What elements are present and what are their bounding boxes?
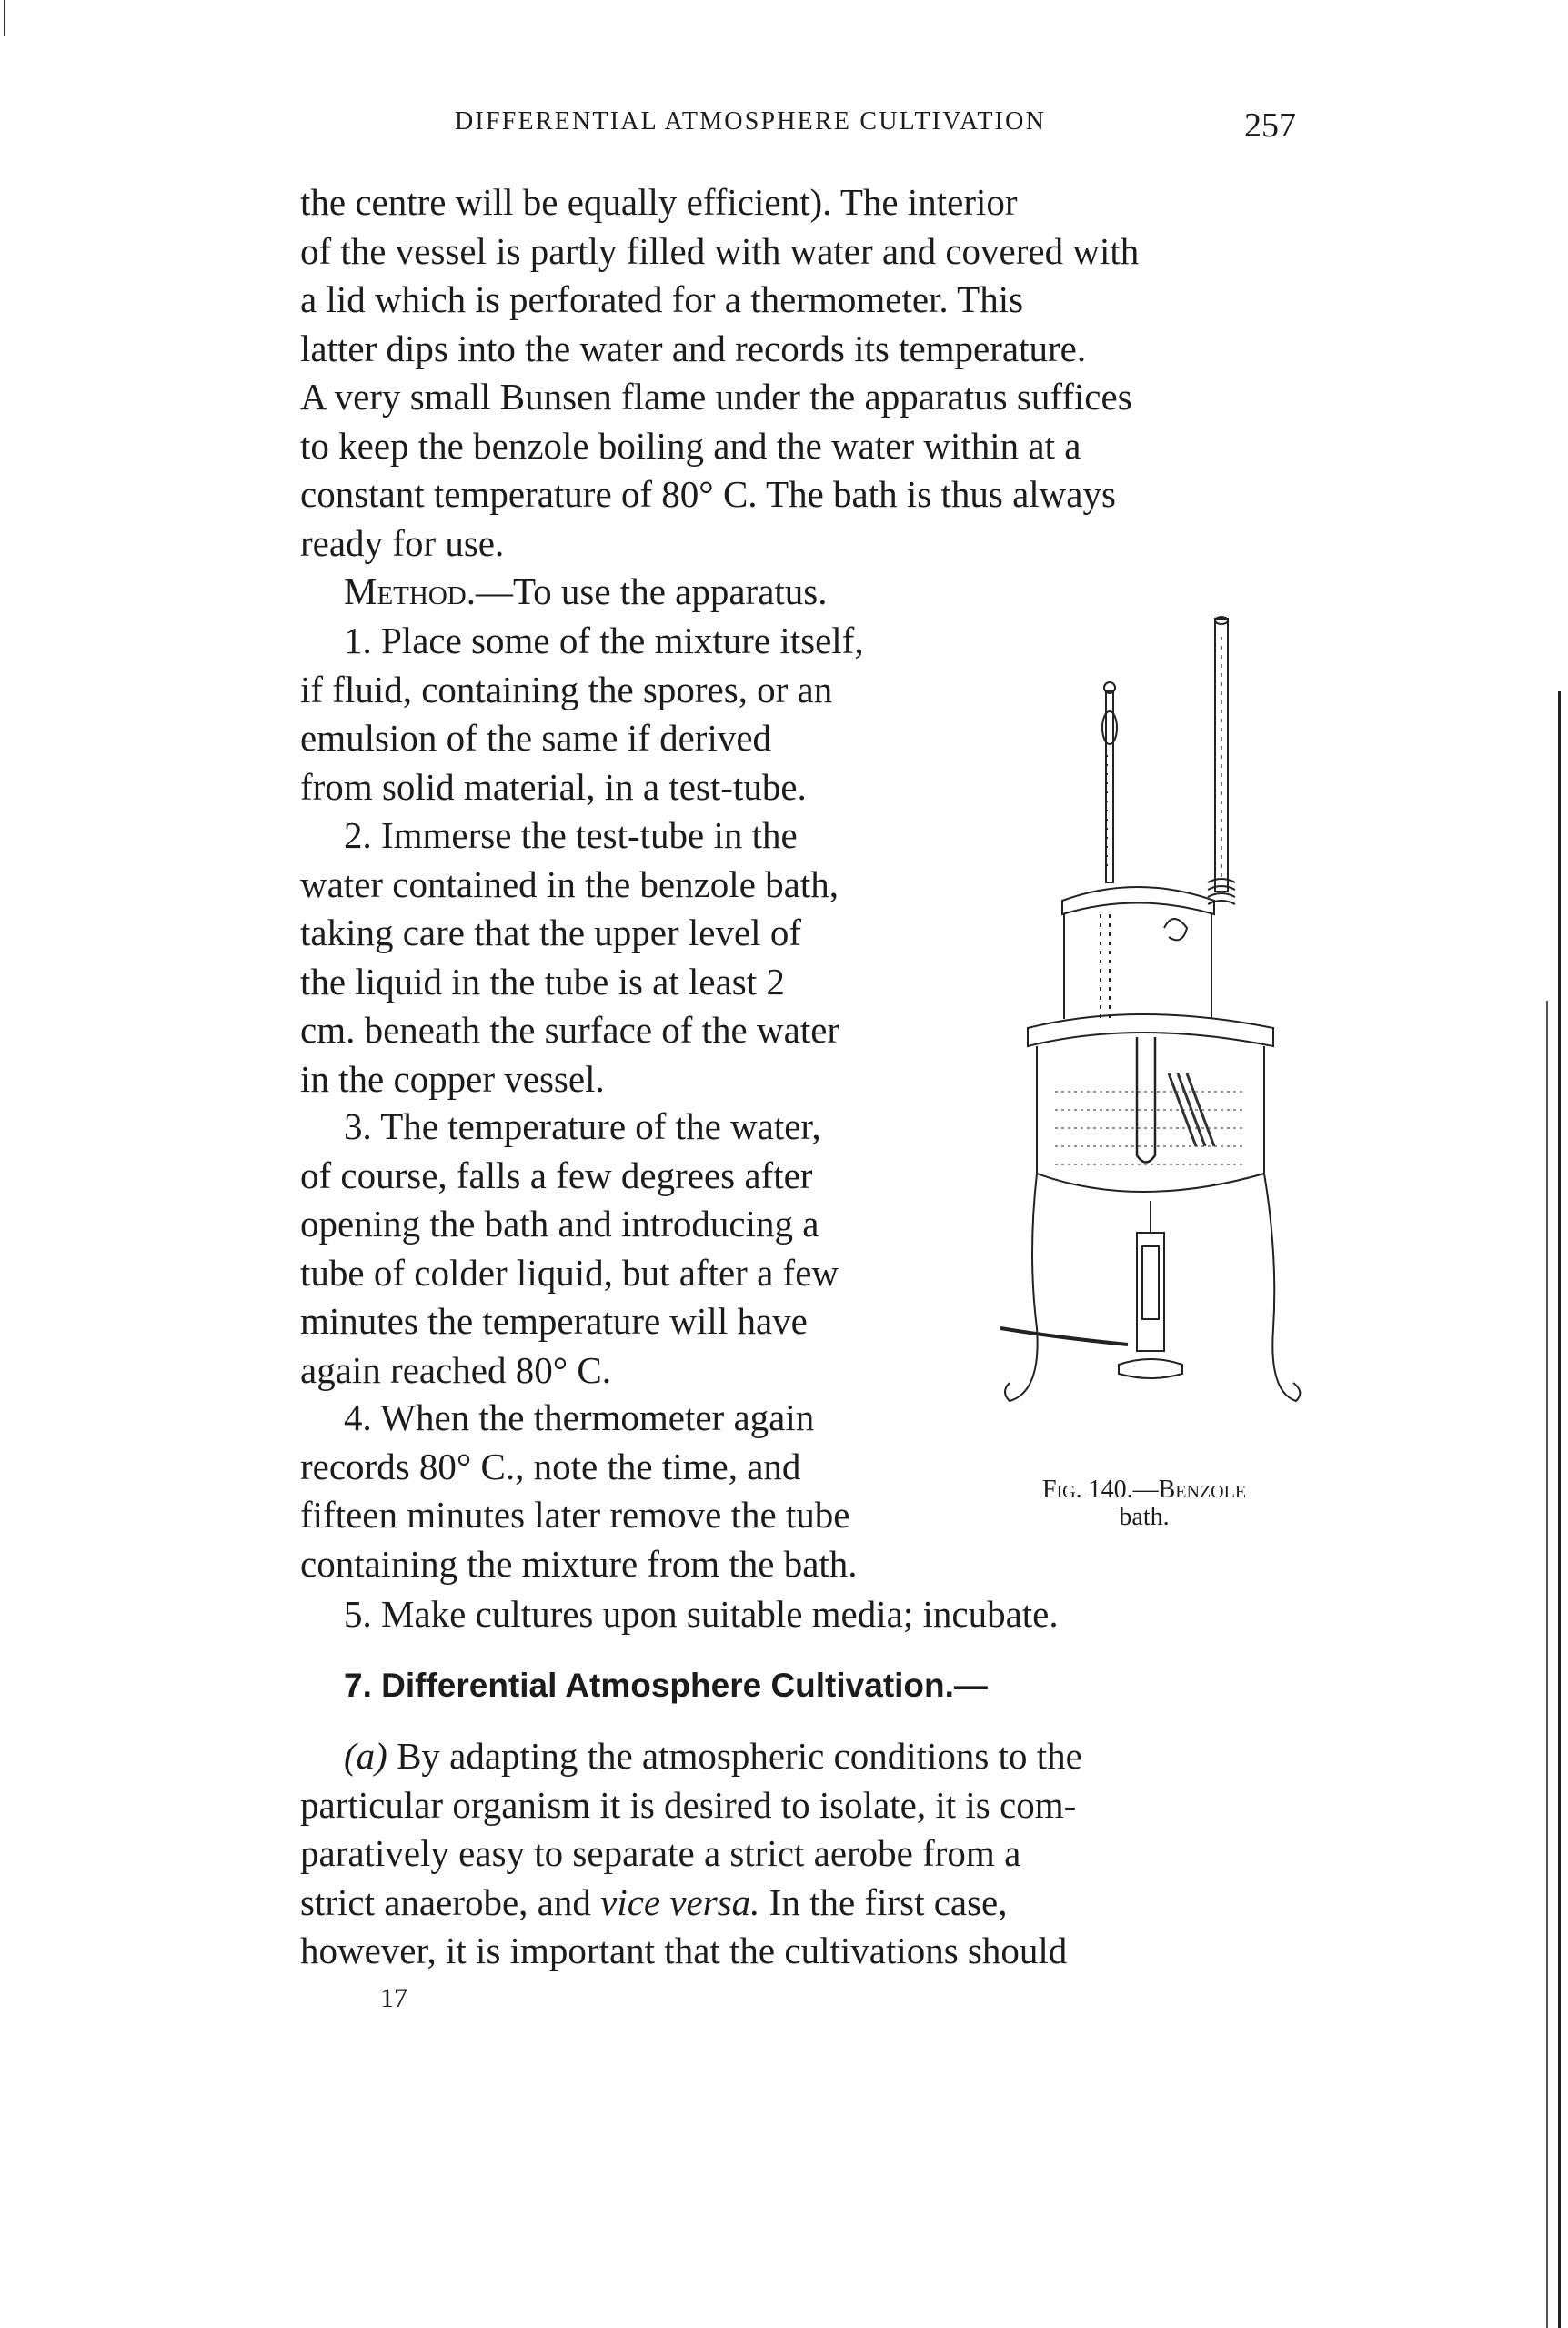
text-line: particular organism it is desired to isolate, it is com- [300, 1783, 1077, 1826]
text-line: from solid material, in a test-tube. [300, 765, 807, 808]
section-heading: 7. Differential Atmosphere Cultivation.— [344, 1667, 988, 1704]
text-line: A very small Bunsen flame under the apparatus suffices [300, 376, 1132, 418]
lid [1062, 887, 1214, 914]
step-4 [300, 1394, 980, 1588]
text-line: again reached 80° C. [300, 1348, 611, 1391]
text-line: ready for use. [300, 521, 505, 564]
text-line: the liquid in the tube is at least 2 [300, 960, 785, 1003]
text-line: emulsion of the same if derived [300, 717, 772, 759]
scan-edge-tick [4, 0, 5, 36]
collar [1028, 1014, 1273, 1046]
clause-label: (a) [344, 1735, 387, 1777]
text-line: tube of colder liquid, but after a few [300, 1251, 839, 1294]
intro-paragraph [300, 178, 1301, 568]
stand-leg-right [1264, 1174, 1300, 1401]
text-line: paratively easy to separate a strict aerobe from a [300, 1832, 1021, 1874]
thermometer [1106, 691, 1113, 882]
running-header: DIFFERENTIAL ATMOSPHERE CULTIVATION [455, 107, 1047, 136]
text-line: minutes the temperature will have [300, 1300, 808, 1342]
step-5 [300, 1590, 1301, 1639]
text-line: 1. Place some of the mixture itself, [344, 620, 864, 661]
text-line: fifteen minutes later remove the tube [300, 1494, 850, 1536]
scan-edge-line [1558, 691, 1561, 2328]
stand-leg-left [1005, 1174, 1038, 1401]
text-line: By adapting the atmospheric conditions to the [387, 1735, 1082, 1777]
text-line: water contained in the benzole bath, [300, 862, 839, 905]
method-text: —To use the apparatus. [475, 570, 828, 612]
benzole-bath-illustration [1000, 600, 1310, 1474]
step-1 [300, 617, 980, 811]
caption-line-1: Fig. 140.—Benzole [1041, 1476, 1247, 1504]
text-line: to keep the benzole boiling and the water within at a [300, 424, 1081, 467]
caption-line-2: bath. [1119, 1503, 1170, 1531]
page-number: 257 [1244, 106, 1296, 145]
text-line: cm. beneath the surface of the water [300, 1009, 840, 1051]
text-line: of the vessel is partly filled with water and covered with [300, 229, 1140, 272]
text-line: 4. When the thermometer again [344, 1396, 815, 1438]
bunsen-burner [1137, 1233, 1164, 1351]
text-line: 3. The temperature of the water, [344, 1105, 821, 1147]
text-line: containing the mixture from the bath. [300, 1542, 858, 1585]
method-line [300, 568, 980, 617]
text-line: the centre will be equally efficient). The interior [300, 181, 1018, 223]
scan-edge-line [1546, 1001, 1548, 2328]
method-label: Method. [344, 570, 476, 612]
step-2 [300, 811, 980, 1104]
gas-hose [1000, 1328, 1128, 1345]
text-line: of course, falls a few degrees after [300, 1154, 813, 1196]
text-line: strict anaerobe, and [300, 1880, 601, 1923]
figure-caption [1008, 1476, 1281, 1531]
text-line: constant temperature of 80° C. The bath is thus always [300, 473, 1116, 515]
text-line: In the first case, [759, 1880, 1008, 1923]
text-line: if fluid, containing the spores, or an [300, 668, 833, 710]
text-line: 5. Make cultures upon suitable media; incubate. [344, 1593, 1059, 1635]
text-line: 2. Immerse the test-tube in the [344, 814, 798, 856]
text-line: however, it is important that the cultivations should [300, 1930, 1068, 1971]
copper-vessel [1037, 1046, 1264, 1192]
text-line: opening the bath and introducing a [300, 1203, 819, 1245]
closing-paragraph [300, 1732, 1301, 1976]
italic-phrase: vice versa. [600, 1880, 760, 1923]
signature-mark: 17 [380, 1983, 407, 2013]
text-line: a lid which is perforated for a thermometer. This [300, 278, 1024, 320]
text-line: records 80° C., note the time, and [300, 1445, 801, 1487]
step-3 [300, 1103, 980, 1395]
text-line: in the copper vessel. [300, 1057, 605, 1100]
text-line: taking care that the upper level of [300, 912, 801, 953]
text-line: latter dips into the water and records its temperature. [300, 327, 1087, 369]
